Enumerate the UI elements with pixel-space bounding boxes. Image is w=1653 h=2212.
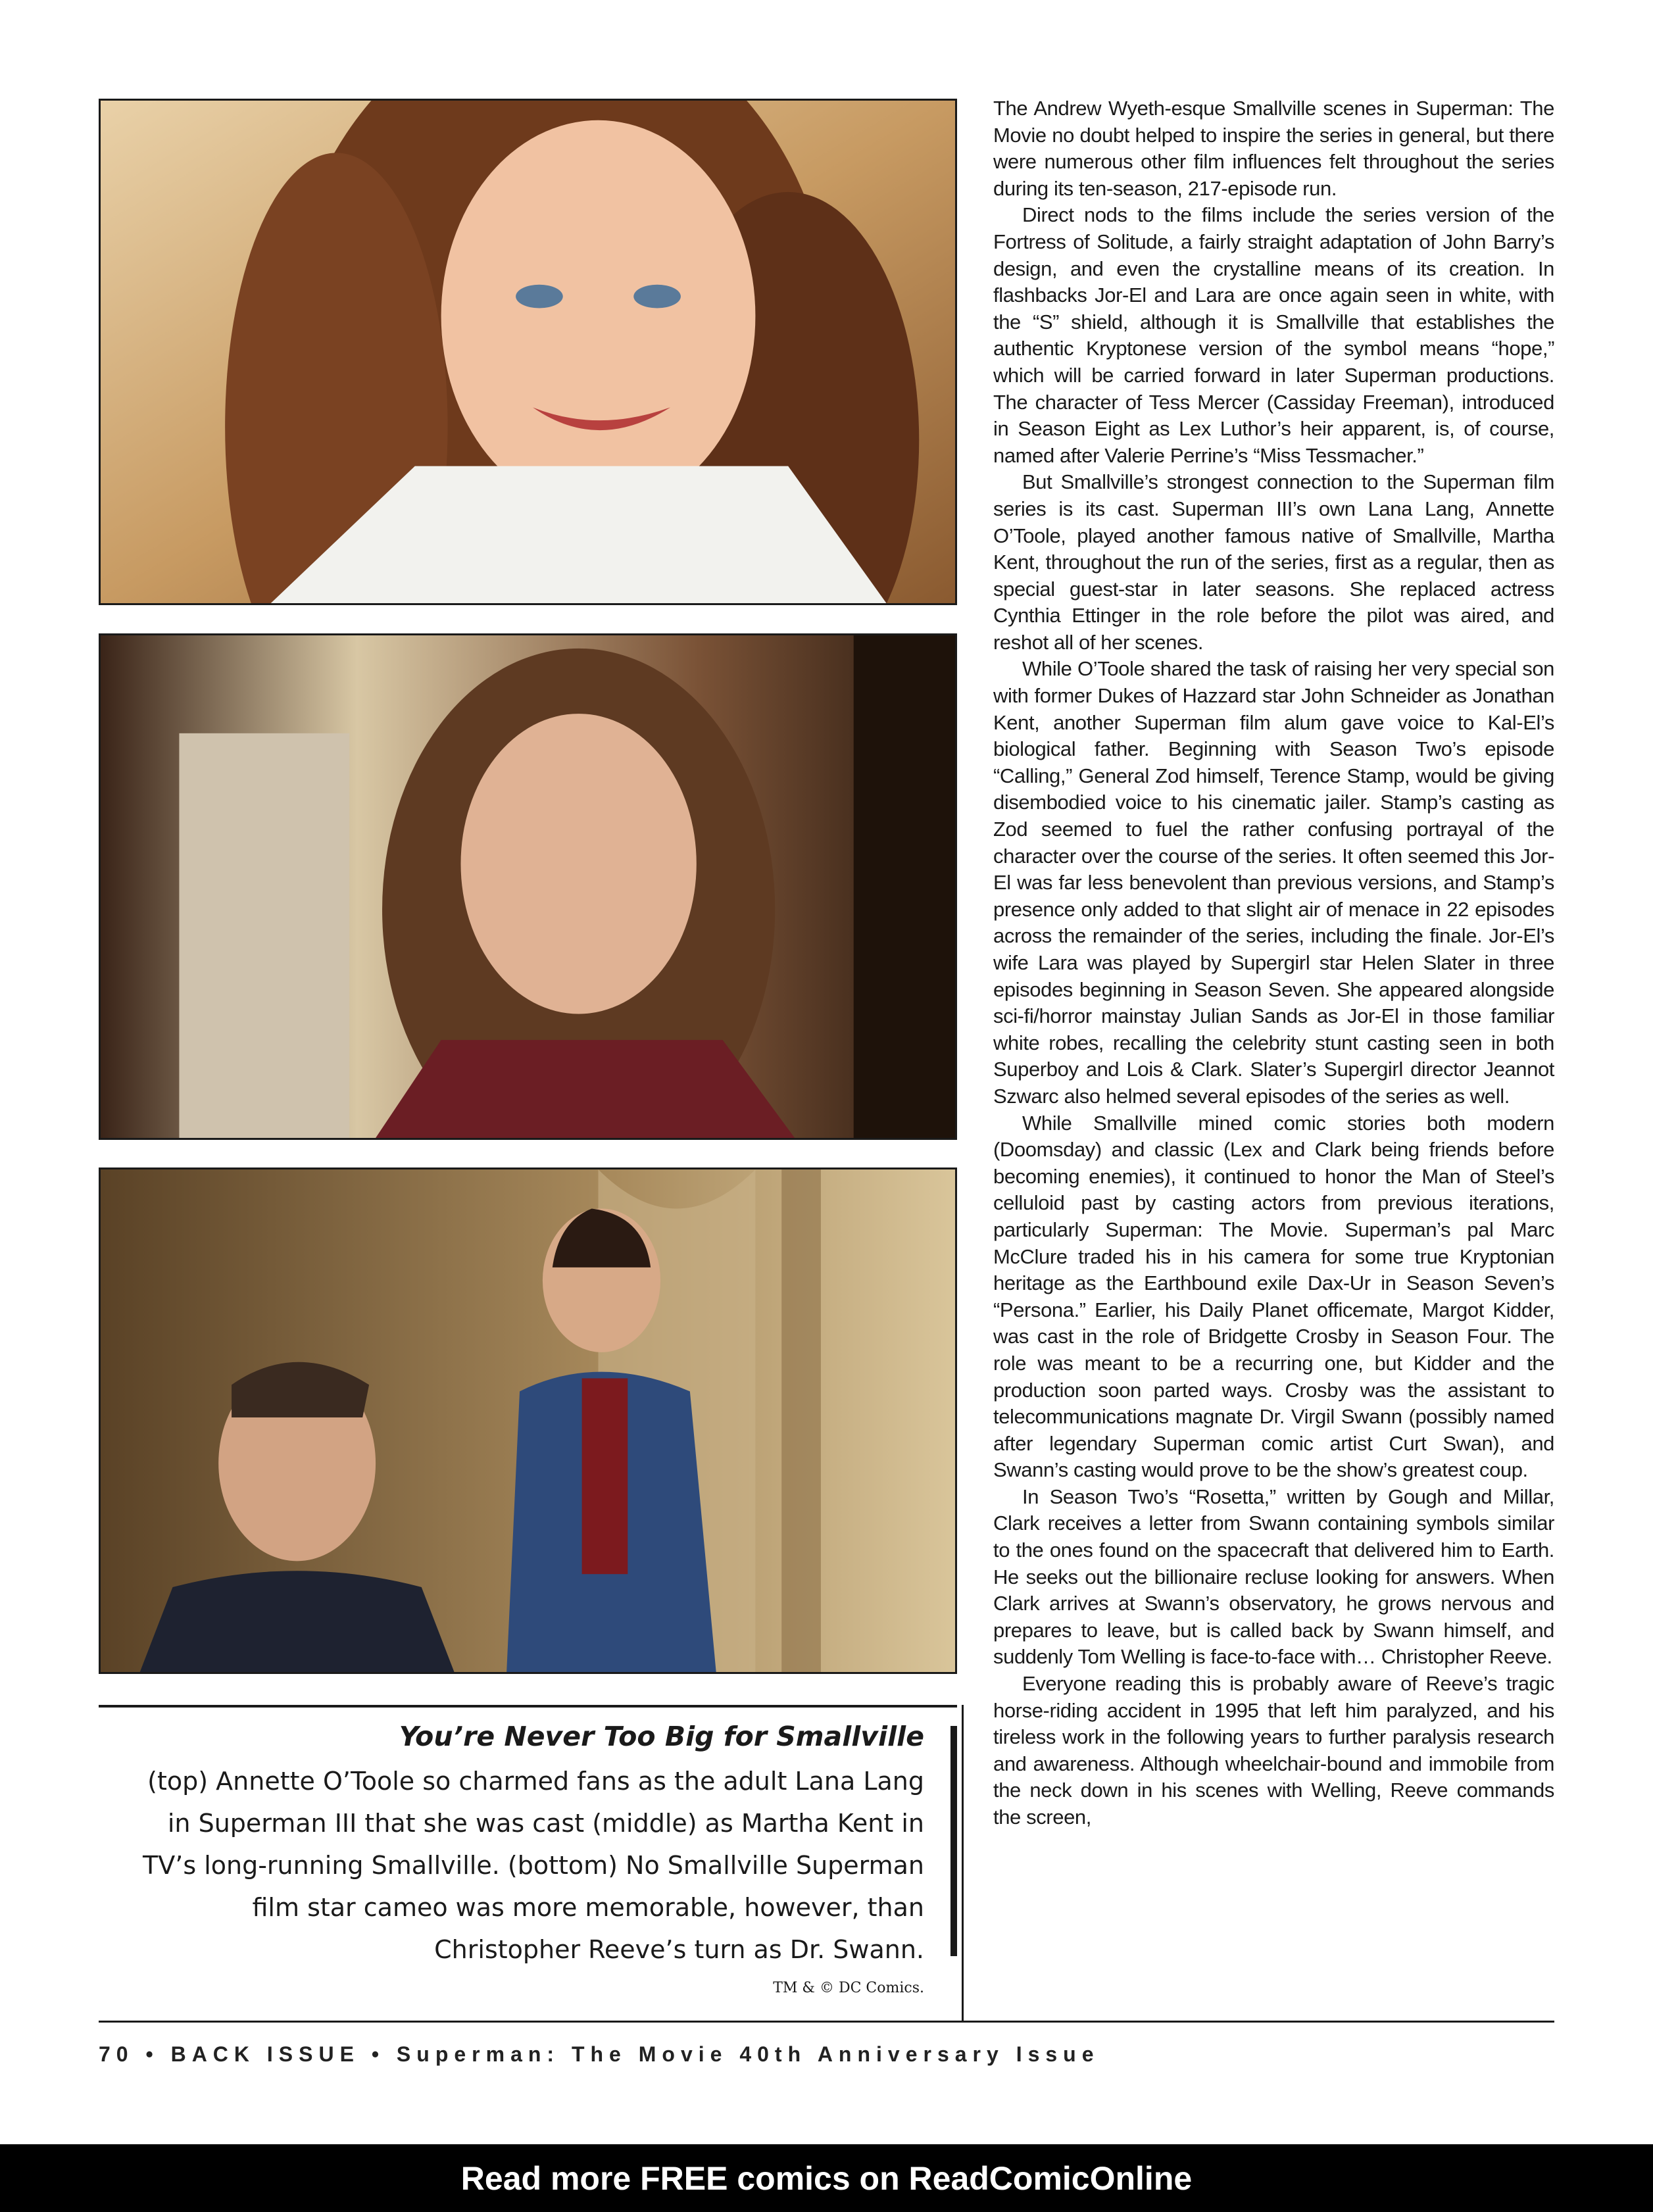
article-paragraph: Direct nods to the films include the series version of the Fortress of Solitude, a fairly straight adaptation of John Barry’s design, and even the crystalline means of its creation. In flashbacks Jor-El and Lara are once again seen in white, with the “S” shield, although it is Smallville that establishes the authentic Kryptonese version of the symbol means “hope,” which will be carried forward in later Superman productions. The character of Tess Mercer (Cassiday Freeman), introduced in Season Eight as Lex Luthor’s heir apparent, is, of course, named after Valerie Perrine’s “Miss Tessmacher.” (993, 203, 1554, 467)
article-paragraph: The Andrew Wyeth-esque Smallville scenes in Superman: The Movie no doubt helped to inspire the series in general, but there were numerous other film influences felt throughout the series during its ten-season, 217-episode run. (993, 97, 1554, 200)
caption-line: Christopher Reeve’s turn as Dr. Swann. (434, 1935, 924, 1964)
photo-annette-otoole-lana-lang (99, 99, 957, 605)
caption-body (118, 1760, 924, 1971)
caption-line: in Superman III that she was cast (middle) as Martha Kent in (167, 1809, 924, 1838)
article-paragraph: In Season Two’s “Rosetta,” written by Gough and Millar, Clark receives a letter from Swann containing symbols similar to the ones found on the spacecraft that delivered him to Earth. He seeks out the billionaire recluse looking for answers. When Clark arrives at Swann’s observatory, he grows nervous and prepares to leave, but is called back by Swann himself, and suddenly Tom Welling is face-to-face with… Christopher Reeve. (993, 1485, 1554, 1669)
caption-side-bar (950, 1726, 957, 1956)
article-paragraph: While O’Toole shared the task of raising her very special son with former Dukes of Hazzard star John Schneider as Jonathan Kent, another Superman film alum gave voice to Kal-El’s biological father. Beginning with Season Two’s episode “Calling,” General Zod himself, Terence Stamp, would be giving disembodied voice to his cinematic jailer. Stamp’s casting as Zod seemed to fuel the rather confusing portrayal of the character over the course of the series. It often seemed this Jor-El was far less benevolent than previous versions, and Stamp’s presence only added to that slight air of menace in 22 episodes across the remainder of the series, including the finale. Jor-El’s wife Lara was played by Supergirl star Helen Slater in three episodes beginning in Season Seven. She appeared alongside sci-fi/horror mainstay Julian Sands as Jor-El in those familiar white robes, recalling the celebrity stunt casting seen in both Superboy and Lois & Clark. Slater’s Supergirl director Jeannot Szwarc also helmed several episodes of the series as well. (993, 657, 1554, 1108)
photo-christopher-reeve-dr-swann (99, 1167, 957, 1674)
article-paragraph: But Smallville’s strongest connection to the Superman film series is its cast. Superman III’s own Lana Lang, Annette O’Toole, played another famous native of Smallville, Martha Kent, throughout the run of the series, first as a regular, then as special guest-star in later seasons. She replaced actress Cynthia Ettinger in the role before the pilot was aired, and reshot all of her scenes. (993, 470, 1554, 654)
page-bottom-rule (99, 2021, 1554, 2023)
caption-line: (top) Annette O’Toole so charmed fans as the adult Lana Lang (147, 1767, 924, 1796)
caption-line: TV’s long-running Smallville. (bottom) No Smallville Superman (143, 1851, 924, 1880)
promo-banner-text[interactable]: Read more FREE comics on ReadComicOnline (460, 2159, 1193, 2197)
caption-line: film star cameo was more memorable, however, than (252, 1893, 924, 1922)
caption-top-rule (99, 1705, 957, 1708)
article-paragraph: Everyone reading this is probably aware of Reeve’s tragic horse-riding accident in 1995 that left him paralyzed, and his tireless work in the following years to further paralysis research and awareness. Although wheelchair-bound and immobile from the neck down in his scenes with Welling, Reeve commands the screen, (993, 1672, 1554, 1829)
article-paragraph: While Smallville mined comic stories both modern (Doomsday) and classic (Lex and Clark being friends before becoming enemies), it continued to honor the Man of Steel’s celluloid past by casting actors from previous iterations, particularly Superman: The Movie. Superman’s pal Marc McClure traded his in his camera for some true Kryptonian heritage as the Earthbound exile Dax-Ur in Season Seven’s “Persona.” Earlier, his Daily Planet officemate, Margot Kidder, was cast in the role of Bridgette Crosby in Season Four. The role was meant to be a recurring one, but Kidder and the production soon parted ways. Crosby was the assistant to telecommunications magnate Dr. Virgil Swann (possibly named after legendary Superman comic artist Curt Swan), and Swann’s casting would prove to be the show’s greatest coup. (993, 1111, 1554, 1482)
photo-martha-kent-smallville (99, 633, 957, 1140)
promo-banner[interactable] (0, 2144, 1653, 2212)
column-divider (962, 1705, 964, 2022)
page-footer: 70 • BACK ISSUE • Superman: The Movie 40th Anniversary Issue (99, 2042, 1100, 2066)
caption-title: You’re Never Too Big for Smallville (399, 1721, 924, 1752)
article-column (993, 95, 1554, 1831)
copyright-credit: TM & © DC Comics. (773, 1980, 924, 1996)
